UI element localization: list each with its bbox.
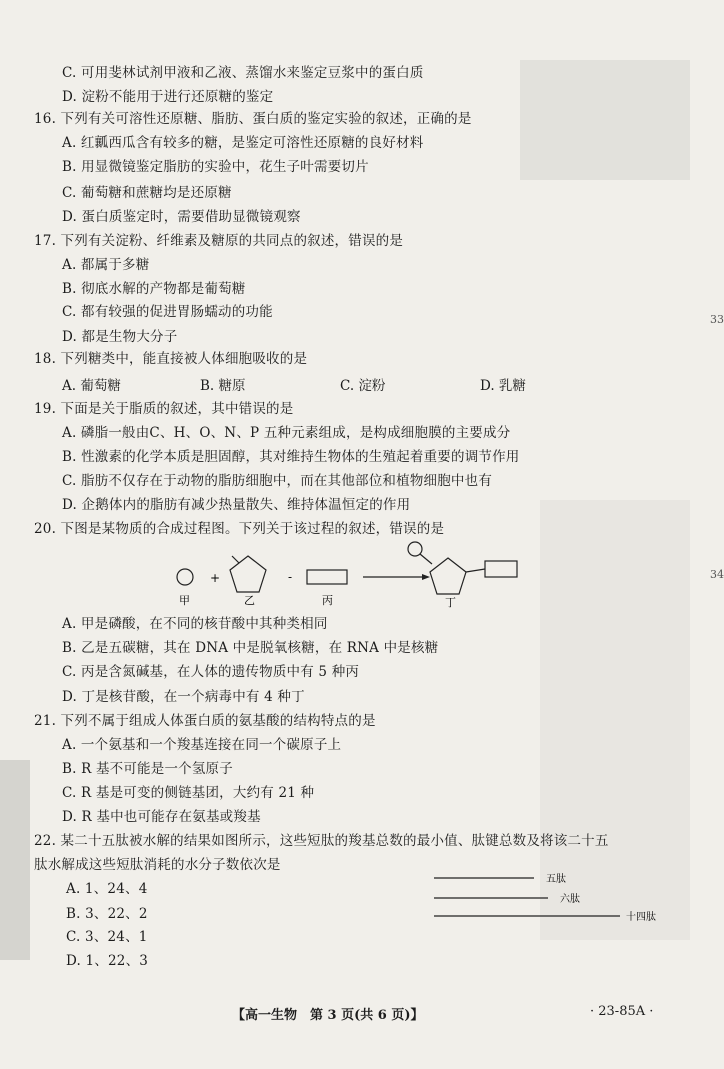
answer-option: C. 都有较强的促进胃肠蠕动的功能 [62, 304, 273, 320]
answer-option: B. 彻底水解的产物都是葡萄糖 [62, 281, 246, 297]
footer-exam-code: · 23-85A · [590, 1004, 654, 1019]
q18-options-row [0, 374, 722, 392]
answer-option: A. 都属于多糖 [62, 257, 150, 273]
question-stem: 21. 下列不属于组成人体蛋白质的氨基酸的结构特点的是 [34, 713, 376, 729]
diagram-label-ding: 丁 [445, 596, 456, 609]
base-rectangle [307, 570, 347, 584]
q20-synthesis-diagram [160, 536, 540, 612]
bleed-through-mark [0, 760, 30, 960]
phosphate-circle [177, 569, 193, 585]
answer-option: C. 脂肪不仅存在于动物的脂肪细胞中，而在其他部位和植物细胞中也有 [62, 473, 493, 489]
answer-option: D. R 基中也可能存在氨基或羧基 [62, 809, 261, 825]
minus-sign: - [288, 570, 293, 584]
answer-option: B. 性激素的化学本质是胆固醇，其对维持生物体的生殖起着重要的调节作用 [62, 449, 520, 465]
answer-option: A. 磷脂一般由C、H、O、N、P 五种元素组成，是构成细胞膜的主要成分 [62, 425, 511, 441]
edge-number-34: 34 [710, 568, 724, 581]
diagram-label-jia: 甲 [179, 594, 190, 607]
label-hexapeptide: 六肽 [560, 894, 580, 905]
label-pentapeptide: 五肽 [546, 874, 566, 885]
answer-option: D. 丁是核苷酸，在一个病毒中有 4 种丁 [62, 689, 305, 705]
pentose-pentagon [230, 556, 266, 592]
question-stem: 18. 下列糖类中，能直接被人体细胞吸收的是 [34, 351, 308, 367]
q22-peptide-diagram [430, 868, 720, 928]
product-phosphate-circle [408, 542, 422, 556]
answer-option: D. 1、22、3 [66, 953, 149, 969]
question-stem: 22. 某二十五肽被水解的结果如图所示，这些短肽的羧基总数的最小值、肽键总数及将该二十五 [34, 833, 609, 849]
answer-option: C. R 基是可变的侧链基团，大约有 21 种 [62, 785, 315, 801]
reaction-arrowhead [422, 574, 430, 580]
answer-option: A. 红瓤西瓜含有较多的糖，是鉴定可溶性还原糖的良好材料 [62, 135, 424, 151]
answer-option: B. 用显微镜鉴定脂肪的实验中，花生子叶需要切片 [62, 159, 369, 175]
bleed-through-mark [520, 60, 690, 180]
answer-option: A. 1、24、4 [66, 881, 148, 897]
answer-option: D. 都是生物大分子 [62, 329, 178, 345]
answer-option: C. 丙是含氮碱基，在人体的遗传物质中有 5 种丙 [62, 664, 360, 680]
footer-page-label: 【高一生物 第 3 页(共 6 页)】 [232, 1008, 424, 1023]
product-bond-2 [466, 569, 485, 572]
product-bond-1 [420, 554, 432, 564]
q18-option-a: A. 葡萄糖 [62, 378, 121, 394]
question-stem: 17. 下列有关淀粉、纤维素及糖原的共同点的叙述，错误的是 [34, 233, 404, 249]
q18-option-d: D. 乳糖 [480, 378, 526, 394]
q18-option-b: B. 糖原 [200, 378, 246, 394]
answer-option: C. 可用斐林试剂甲液和乙液、蒸馏水来鉴定豆浆中的蛋白质 [62, 65, 424, 81]
q18-option-c: C. 淀粉 [340, 378, 386, 394]
answer-option: C. 3、24、1 [66, 929, 148, 945]
diagram-label-bing: 丙 [322, 594, 333, 607]
answer-option: A. 一个氨基和一个羧基连接在同一个碳原子上 [62, 737, 342, 753]
answer-option: B. 3、22、2 [66, 906, 148, 922]
pentagon-tail [232, 556, 239, 563]
question-stem: 19. 下面是关于脂质的叙述，其中错误的是 [34, 401, 294, 417]
answer-option: D. 企鹅体内的脂肪有减少热量散失、维持体温恒定的作用 [62, 497, 411, 513]
answer-option: B. R 基不可能是一个氢原子 [62, 761, 233, 777]
product-base-rectangle [485, 561, 517, 577]
question-stem-continuation: 肽水解成这些短肽消耗的水分子数依次是 [34, 857, 281, 873]
label-tetradecapeptide: 十四肽 [626, 912, 656, 923]
page-footer [0, 1004, 722, 1028]
answer-option: A. 甲是磷酸，在不同的核苷酸中其种类相同 [62, 616, 328, 632]
product-pentagon [430, 558, 466, 594]
answer-option: B. 乙是五碳糖，其在 DNA 中是脱氧核糖，在 RNA 中是核糖 [62, 640, 439, 656]
answer-option: D. 蛋白质鉴定时，需要借助显微镜观察 [62, 209, 301, 225]
diagram-label-yi: 乙 [244, 594, 255, 607]
question-stem: 16. 下列有关可溶性还原糖、脂肪、蛋白质的鉴定实验的叙述，正确的是 [34, 111, 472, 127]
answer-option: C. 葡萄糖和蔗糖均是还原糖 [62, 185, 232, 201]
answer-option: D. 淀粉不能用于进行还原糖的鉴定 [62, 89, 274, 105]
plus-sign: + [210, 571, 221, 585]
edge-number-33: 33 [710, 313, 724, 326]
question-stem: 20. 下图是某物质的合成过程图。下列关于该过程的叙述，错误的是 [34, 521, 445, 537]
